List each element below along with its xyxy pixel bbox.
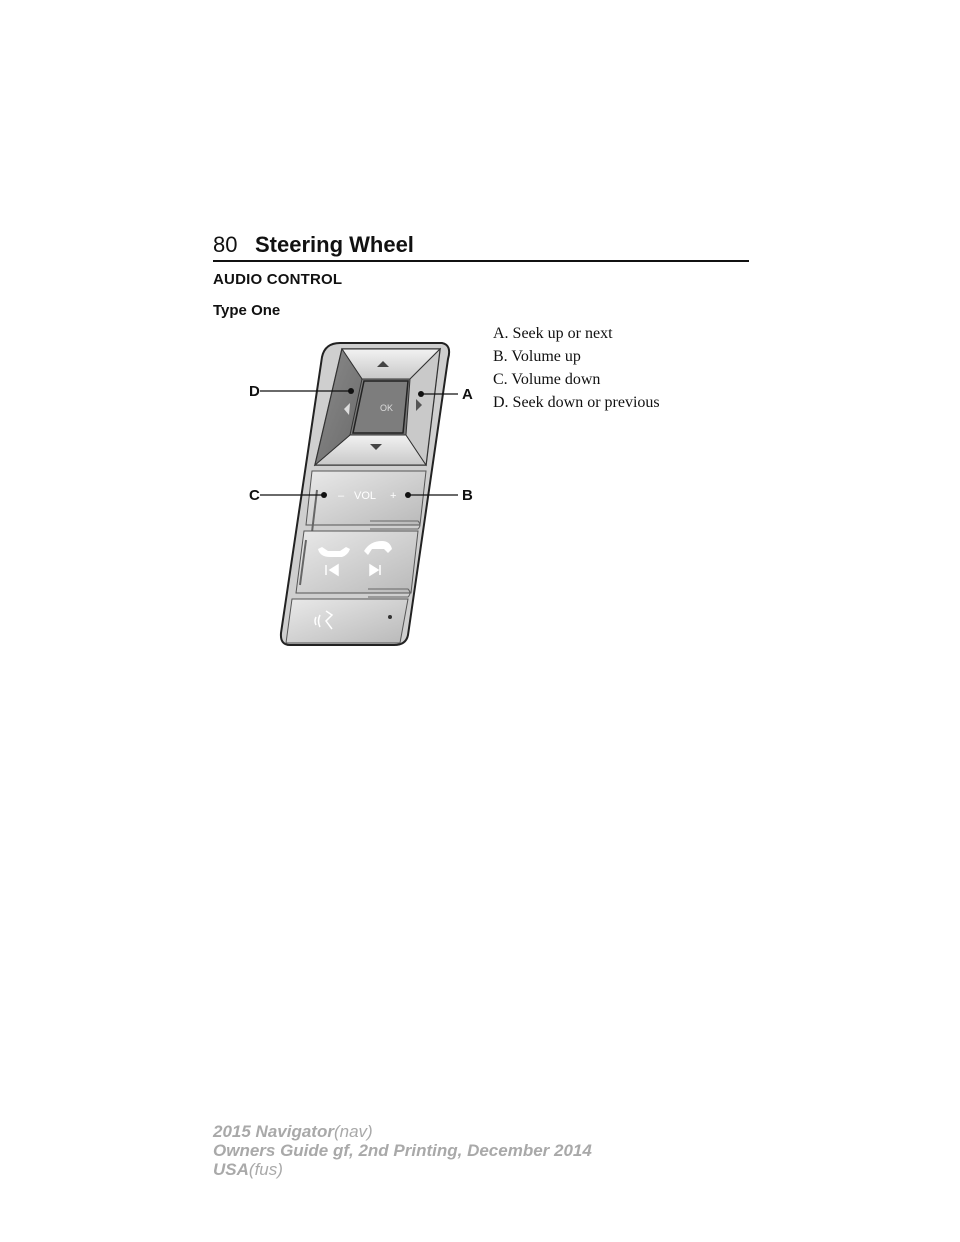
footer-guide: Owners Guide gf, 2nd Printing, December 2014: [213, 1141, 592, 1160]
legend-item-d: D. Seek down or previous: [493, 394, 660, 411]
voice-controls: [286, 599, 408, 643]
legend-item-c: C. Volume down: [493, 371, 601, 388]
footer-line-1: [213, 1122, 592, 1141]
callout-legend: [493, 322, 660, 414]
header-divider: [213, 260, 749, 262]
volume-label: VOL: [354, 490, 377, 502]
volume-minus-label: –: [338, 490, 345, 502]
callout-a: A: [462, 386, 473, 403]
callout-d: D: [249, 383, 260, 400]
section-heading: AUDIO CONTROL: [213, 271, 343, 288]
legend-item-b: B. Volume up: [493, 348, 581, 365]
page-title: Steering Wheel: [255, 232, 414, 257]
legend-item-a: A. Seek up or next: [493, 325, 613, 342]
footer-model-code: (nav): [333, 1122, 373, 1141]
voice-command-button[interactable]: [286, 599, 408, 643]
footer-region-code: (fus): [248, 1160, 283, 1179]
steering-wheel-audio-control-illustration: [230, 335, 490, 650]
footer-region: USA: [213, 1160, 249, 1179]
page-number: 80: [213, 232, 238, 257]
subsection-heading: Type One: [213, 302, 281, 319]
volume-plus-label: +: [390, 490, 397, 502]
document-footer: [213, 1122, 592, 1179]
callout-b: B: [462, 487, 473, 504]
ok-label: OK: [380, 403, 394, 413]
page-header: [213, 232, 749, 260]
footer-line-3: [213, 1160, 592, 1179]
footer-model: 2015 Navigator: [213, 1122, 334, 1141]
callout-c: C: [249, 487, 260, 504]
phone-controls: [296, 531, 418, 597]
